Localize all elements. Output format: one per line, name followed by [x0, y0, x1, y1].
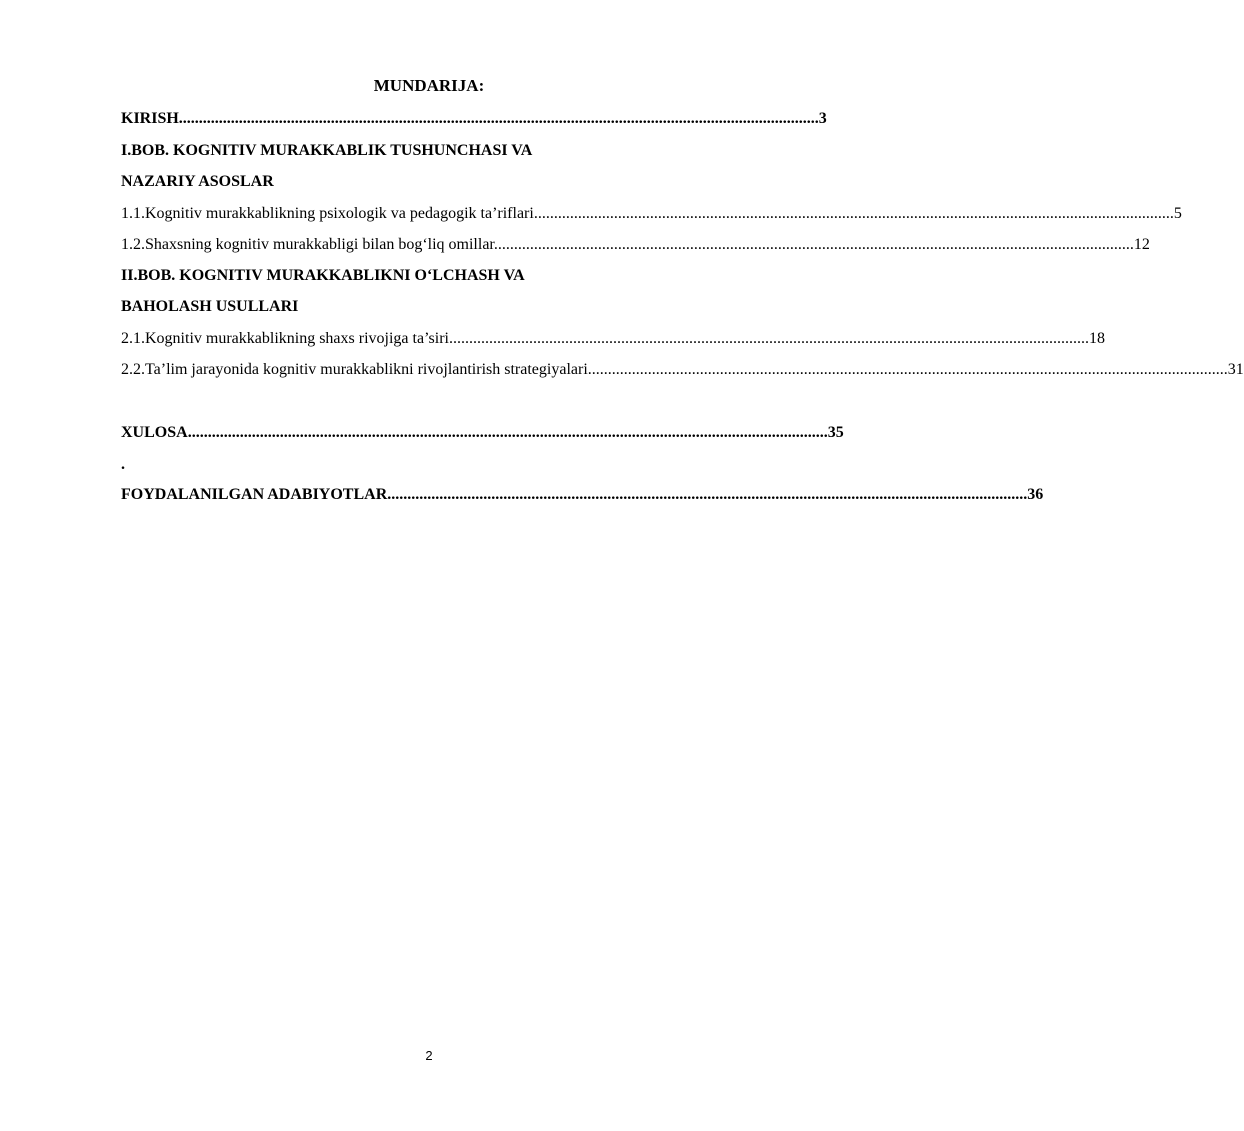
toc-page-number: 12 — [1133, 236, 1150, 253]
chapter-2-heading-line-2: BAHOLASH USULLARI — [121, 298, 299, 315]
toc-entry-label: FOYDALANILGAN ADABIYOTLAR — [121, 486, 388, 503]
toc-entry-1-1 — [121, 205, 1182, 223]
toc-entry-label: 2.1.Kognitiv murakkablikning shaxs rivojiga ta’siri — [121, 330, 449, 347]
dot-leader: ................................................................................................................................................................ — [493, 236, 1134, 253]
dot-leader: ................................................................................................................................................................ — [533, 205, 1174, 222]
dot-leader: ................................................................................................................................................................ — [178, 110, 819, 127]
toc-entry-label: XULOSA — [121, 424, 188, 441]
toc-page-number: 18 — [1088, 330, 1105, 347]
toc-entry-kirish — [121, 110, 827, 128]
toc-entry-1-2 — [121, 236, 1150, 254]
toc-page-number: 5 — [1173, 205, 1182, 222]
toc-page-number: 31 — [1227, 361, 1244, 378]
dot-leader: ................................................................................................................................................................ — [187, 424, 828, 441]
dot-leader: ................................................................................................................................................................ — [587, 361, 1228, 378]
toc-entry-2-1 — [121, 330, 1105, 348]
chapter-1-heading-line-1: I.BOB. KOGNITIV MURAKKABLIK TUSHUNCHASI VA — [121, 142, 533, 159]
chapter-2-heading-line-1: II.BOB. KOGNITIV MURAKKABLIKNI O‘LCHASH VA — [121, 267, 525, 284]
dot-leader: ................................................................................................................................................................ — [387, 486, 1028, 503]
toc-title: MUNDARIJA: — [373, 76, 485, 95]
stray-period: . — [121, 456, 125, 473]
toc-entry-xulosa — [121, 424, 844, 442]
toc-entry-label: 1.2.Shaxsning kognitiv murakkabligi bilan bog‘liq omillar — [121, 236, 494, 253]
toc-page-number: 3 — [818, 110, 827, 127]
toc-page-number: 35 — [827, 424, 844, 441]
toc-entry-label: 2.2.Ta’lim jarayonida kognitiv murakkablikni rivojlantirish strategiyalari — [121, 361, 588, 378]
page-number-footer: 2 — [425, 1048, 433, 1063]
toc-entry-adabiyotlar — [121, 486, 1044, 504]
toc-entry-2-2 — [121, 361, 1244, 379]
toc-entry-label: 1.1.Kognitiv murakkablikning psixologik va pedagogik ta’riflari — [121, 205, 534, 222]
chapter-1-heading-line-2: NAZARIY ASOSLAR — [121, 173, 274, 190]
dot-leader: ................................................................................................................................................................ — [448, 330, 1089, 347]
toc-page-number: 36 — [1027, 486, 1044, 503]
toc-entry-label: KIRISH — [121, 110, 179, 127]
